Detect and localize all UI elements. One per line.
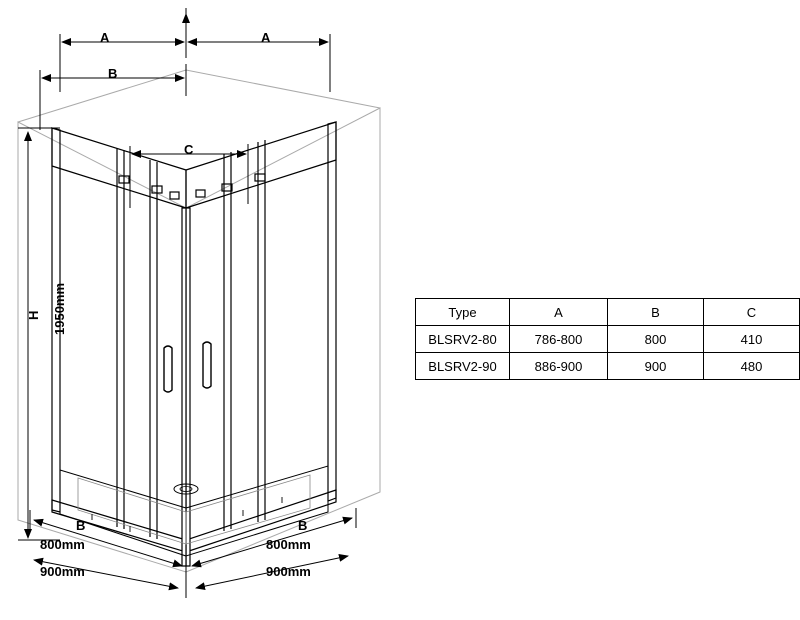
cell-type: BLSRV2-90 [416, 353, 510, 380]
dimension-label-width-left-800: 800mm [40, 537, 85, 552]
cell-type: BLSRV2-80 [416, 326, 510, 353]
table-header-type: Type [416, 299, 510, 326]
dimension-label-b-bottom-right: B [298, 518, 308, 533]
table-header-row [416, 299, 800, 326]
dimension-table [415, 298, 800, 380]
table-header-c: C [704, 299, 800, 326]
dimension-label-a-right: A [261, 30, 271, 45]
dimension-label-width-left-900: 900mm [40, 564, 85, 579]
cell-a: 786-800 [510, 326, 608, 353]
dimension-label-h: H [26, 310, 41, 320]
cell-a: 886-900 [510, 353, 608, 380]
cell-c: 480 [704, 353, 800, 380]
table-row [416, 353, 800, 380]
cell-c: 410 [704, 326, 800, 353]
dimension-label-width-right-800: 800mm [266, 537, 311, 552]
enclosure-outline [18, 70, 380, 572]
cell-b: 900 [608, 353, 704, 380]
dimension-label-width-right-900: 900mm [266, 564, 311, 579]
dimension-label-height-value: 1950mm [52, 282, 67, 335]
dimension-label-b-bottom-left: B [76, 518, 86, 533]
table-header-a: A [510, 299, 608, 326]
table-row [416, 326, 800, 353]
dimension-label-c-top: C [184, 142, 194, 157]
dimension-label-b-top: B [108, 66, 118, 81]
cell-b: 800 [608, 326, 704, 353]
dimension-label-a-left: A [100, 30, 110, 45]
table-header-b: B [608, 299, 704, 326]
